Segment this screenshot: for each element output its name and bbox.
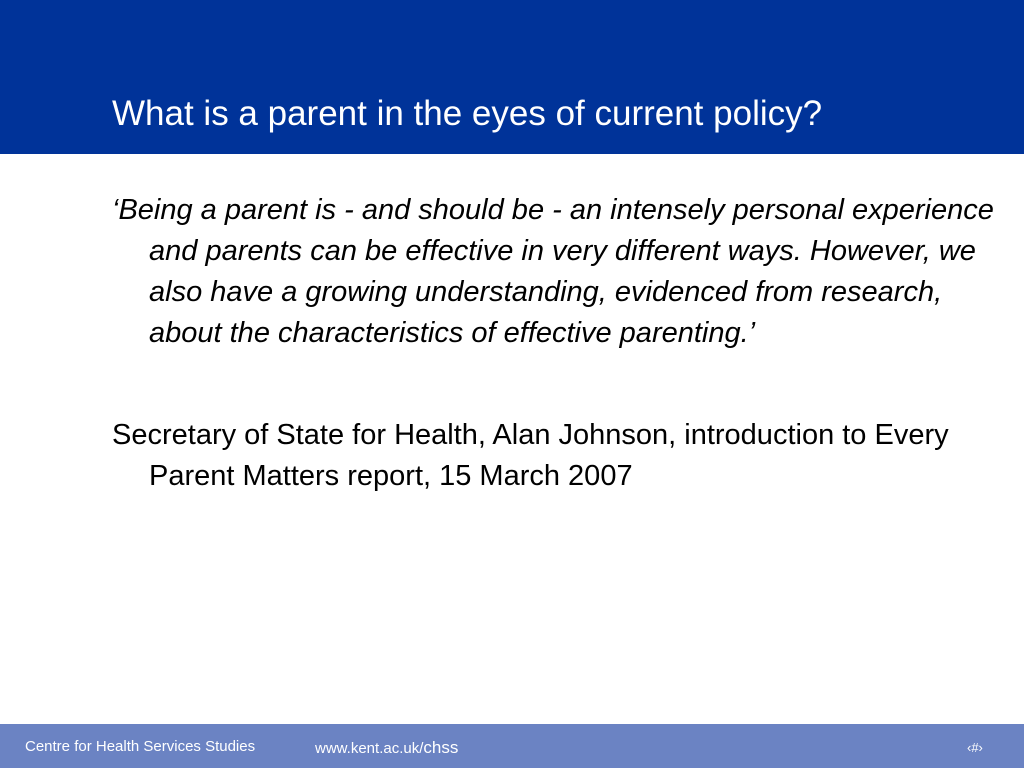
policy-quote: ‘Being a parent is - and should be - an intensely personal experience and parents can be effective in very different ways. However, we also have a growing understanding, evidenced from research, about the characteristics of effective parenting.’ bbox=[112, 194, 994, 349]
quote-attribution: Secretary of State for Health, Alan Johnson, introduction to Every Parent Matters report, 15 March 2007 bbox=[112, 419, 949, 492]
footer-url-suffix: chss bbox=[423, 738, 459, 757]
title-bar bbox=[0, 0, 1024, 154]
footer-url-prefix: www.kent.ac.uk/ bbox=[315, 740, 424, 757]
slide-body bbox=[112, 190, 1012, 497]
page-number: ‹#› bbox=[967, 740, 983, 755]
footer-bar bbox=[0, 724, 1024, 768]
footer-organization: Centre for Health Services Studies bbox=[25, 738, 256, 755]
footer-url bbox=[315, 738, 458, 758]
slide-title: What is a parent in the eyes of current policy? bbox=[112, 94, 823, 133]
